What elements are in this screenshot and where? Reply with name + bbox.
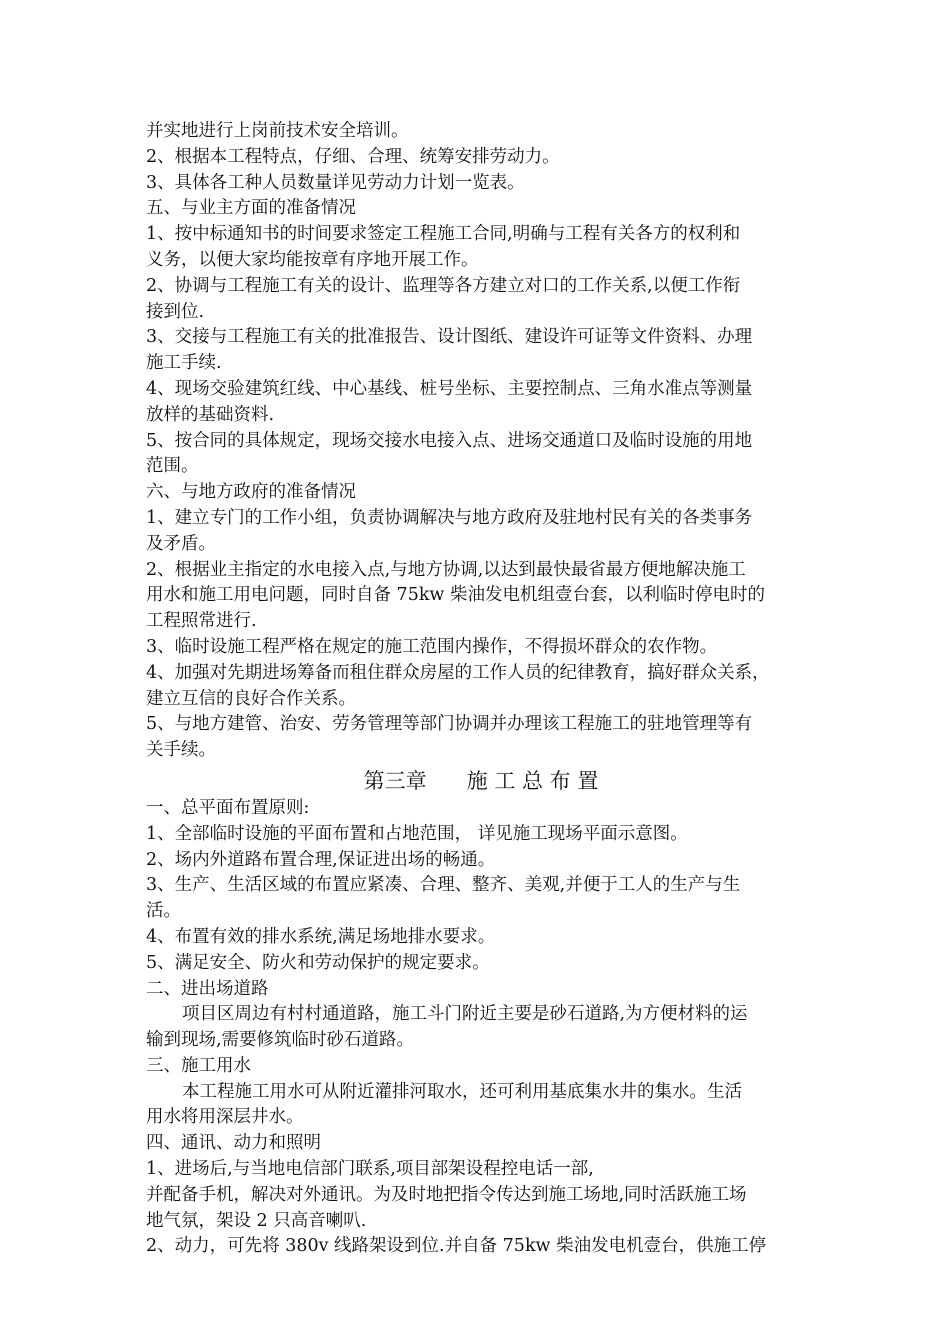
text-line: 3、临时设施工程严格在规定的施工范围内操作，不得损坏群众的农作物。 [146,636,718,657]
text-line: 义务，以便大家均能按章有序地开展工作。 [146,249,479,270]
text-line: 2、协调与工程施工有关的设计、监理等各方建立对口的工作关系,以便工作衔 [146,275,741,296]
text-line: 活。 [146,901,181,922]
text-line: 用水和施工用电问题，同时自备 75kw 柴油发电机组壹台套，以利临时停电时的 [146,585,765,606]
text-line: 2、场内外道路布置合理,保证进出场的畅通。 [146,849,496,870]
text-line: 放样的基础资料. [146,404,275,425]
text-line: 4、加强对先期进场筹备而租住群众房屋的工作人员的纪律教育，搞好群众关系， [146,662,770,683]
text-line: 并实地进行上岗前技术安全培训。 [146,121,409,141]
text-line: 并配备手机，解决对外通讯。为及时地把指令传达到施工场地,同时活跃施工场 [146,1184,747,1205]
section-preparation [146,119,826,764]
text-line: 三、施工用水 [146,1055,251,1076]
text-line: 建立互信的良好合作关系。 [146,688,356,709]
text-line: 及矛盾。 [146,533,216,554]
chapter-title: 第三章 施 工 总 布 置 [363,768,599,793]
text-line: 一、总平面布置原则: [146,797,310,818]
text-line: 5、按合同的具体规定，现场交接水电接入点、进场交通道口及临时设施的用地 [146,430,753,451]
text-line: 五、与业主方面的准备情况 [146,198,356,219]
section-layout [146,796,826,1260]
text-line: 3、交接与工程施工有关的批准报告、设计图纸、建设许可证等文件资料、办理 [146,327,753,348]
text-line: 1、按中标通知书的时间要求签定工程施工合同,明确与工程有关各方的权利和 [146,224,741,245]
text-line: 2、根据业主指定的水电接入点,与地方协调,以达到最快最省最方便地解决施工 [146,559,746,580]
text-line: 2、根据本工程特点，仔细、合理、统筹安排劳动力。 [146,146,560,167]
text-line: 本工程施工用水可从附近灌排河取水，还可利用基底集水井的集水。生活 [182,1081,742,1102]
text-line: 5、与地方建管、治安、劳务管理等部门协调并办理该工程施工的驻地管理等有 [146,714,753,735]
text-line: 四、通讯、动力和照明 [146,1133,321,1154]
text-line: 接到位. [146,301,205,322]
text-line: 1、建立专门的工作小组，负责协调解决与地方政府及驻地村民有关的各类事务 [146,507,753,528]
text-line: 2、动力，可先将 380v 线路架设到位.并自备 75kw 柴油发电机壹台，供施工停 [146,1236,767,1257]
text-line: 二、进出场道路 [146,978,269,999]
text-line: 地气氛，架设 2 只高音喇叭. [146,1210,367,1231]
text-line: 3、生产、生活区域的布置应紧凑、合理、整齐、美观,并便于工人的生产与生 [146,875,741,896]
text-line: 关手续。 [146,740,216,761]
text-line: 用水将用深层井水。 [146,1107,304,1128]
document-page [146,119,826,1260]
text-line: 3、具体各工种人员数量详见劳动力计划一览表。 [146,172,525,193]
text-line: 范围。 [146,456,199,477]
text-line: 工程照常进行. [146,611,257,632]
text-line: 输到现场,需要修筑临时砂石道路。 [146,1030,415,1051]
text-line: 4、布置有效的排水系统,满足场地排水要求。 [146,926,496,947]
text-line: 4、现场交验建筑红线、中心基线、桩号坐标、主要控制点、三角水准点等测量 [146,378,753,399]
text-line: 1、全部临时设施的平面布置和占地范围， 详见施工现场平面示意图。 [146,823,688,844]
text-line: 项目区周边有村村通道路，施工斗门附近主要是砂石道路,为方便材料的运 [182,1004,748,1025]
text-line: 六、与地方政府的准备情况 [146,482,356,503]
text-line: 5、满足安全、防火和劳动保护的规定要求。 [146,952,490,973]
text-line: 施工手续. [146,353,222,374]
text-line: 1、进场后,与当地电信部门联系,项目部架设程控电话一部, [146,1159,594,1180]
